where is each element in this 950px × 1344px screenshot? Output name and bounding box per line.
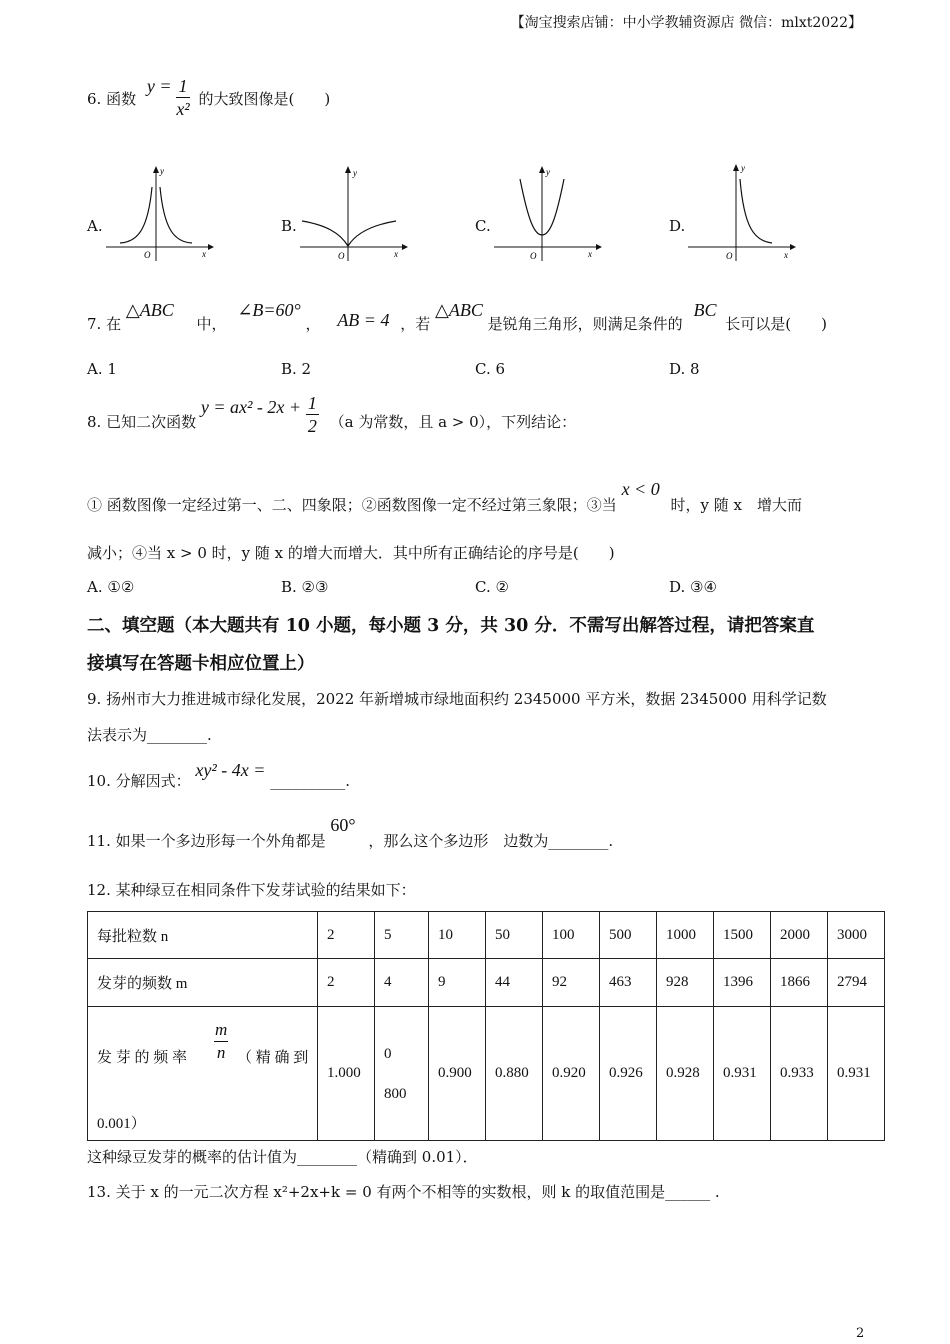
table-cell: 500: [600, 912, 657, 959]
q6-c-origin: O: [530, 251, 537, 261]
q7-t6: 长可以是( ): [725, 315, 827, 333]
row-n-label: 每批粒数 n: [88, 912, 318, 959]
table-cell: 92: [543, 959, 600, 1007]
q8-equation: y = ax² - 2x +: [200, 396, 302, 417]
table-row-frequency: [88, 1007, 885, 1141]
q8-cond-x-lt-0: x < 0: [621, 479, 660, 499]
q10-stem: [87, 760, 350, 790]
table-cell: 1396: [714, 959, 771, 1007]
q6-frac-den: x²: [176, 99, 190, 119]
q9-line2: 法表示为________.: [87, 726, 212, 744]
q10-blank: __________.: [270, 772, 350, 790]
q8-option-b: B. ②③: [281, 578, 329, 596]
table-cell: 3000: [828, 912, 885, 959]
table-cell: 1866: [771, 959, 828, 1007]
q7-stem: [87, 300, 827, 334]
q6-graph-a: [104, 163, 216, 263]
q6-fraction: [176, 75, 189, 120]
q6-graph-c: [492, 163, 604, 263]
q11-stem: [87, 815, 614, 850]
page-header: 【淘宝搜索店铺：中小学教辅资源店 微信：mlxt2022】: [510, 15, 862, 31]
q7-option-d: D. 8: [669, 360, 700, 378]
row-frequency-label-b: （ 精 确 到: [237, 1049, 309, 1066]
q7-option-b: B. 2: [281, 360, 312, 378]
table-row-m: [88, 959, 885, 1007]
q6-b-axis-y: y: [353, 168, 357, 178]
split-b: 800: [384, 1085, 407, 1102]
q8-post: （a 为常数，且 a > 0），下列结论：: [329, 412, 577, 431]
row-frequency-fraction: [213, 1019, 229, 1064]
table-cell: 928: [657, 959, 714, 1007]
table-cell: 1000: [657, 912, 714, 959]
q8-frac-num: 1: [307, 393, 317, 413]
q8-line2b: 时，y 随 x 增大而: [670, 496, 802, 514]
table-cell: 0.900: [429, 1007, 486, 1141]
table-cell: 463: [600, 959, 657, 1007]
table-cell: 2: [318, 912, 375, 959]
q12-intro: 12. 某种绿豆在相同条件下发芽试验的结果如下：: [87, 881, 416, 899]
table-cell-split: [375, 1007, 429, 1141]
q7-ab: AB = 4: [337, 310, 390, 330]
q7-triangle-2: △ABC: [435, 300, 483, 320]
frac-n: n: [216, 1042, 226, 1062]
q6-d-axis-y: y: [741, 163, 745, 173]
q11-pre: 11. 如果一个多边形每一个外角都是: [87, 832, 326, 850]
table-row-n: [88, 912, 885, 959]
table-cell: 44: [486, 959, 543, 1007]
q6-a-axis-y: y: [160, 166, 164, 176]
table-cell: 0.926: [600, 1007, 657, 1141]
q6-c-axis-y: y: [546, 167, 550, 177]
table-cell: 2794: [828, 959, 885, 1007]
q6-option-c-label: C.: [475, 217, 491, 235]
table-cell: 10: [429, 912, 486, 959]
q8-option-c: C. ②: [475, 578, 509, 596]
q7-bc: BC: [693, 300, 717, 320]
q12-table: [87, 911, 885, 1141]
table-cell: 0.931: [828, 1007, 885, 1141]
q6-option-b-label: B.: [281, 217, 297, 235]
frac-m: m: [215, 1019, 228, 1039]
table-cell: 100: [543, 912, 600, 959]
row-m-label: 发芽的频数 m: [88, 959, 318, 1007]
page-number: 2: [856, 1326, 865, 1341]
q6-a-axis-x: x: [202, 249, 206, 259]
q6-graph-b: [298, 163, 410, 263]
q6-pre: 函数: [106, 89, 137, 108]
row-frequency-label-a: 发 芽 的 频 率: [97, 1049, 188, 1066]
q6-graph-d: [686, 161, 798, 263]
table-cell: 0.880: [486, 1007, 543, 1141]
q12-after: 这种绿豆发芽的概率的估计值为________（精确到 0.01）．: [87, 1148, 478, 1166]
q11-post: ，那么这个多边形 边数为________.: [368, 832, 614, 850]
table-cell: 0.920: [543, 1007, 600, 1141]
row-frequency-label: [88, 1007, 318, 1141]
q8-option-d: D. ③④: [669, 578, 717, 596]
q6-d-axis-x: x: [784, 250, 788, 260]
q6-b-origin: O: [338, 251, 345, 261]
table-cell: 0.931: [714, 1007, 771, 1141]
section2-heading-line1: 二、填空题（本大题共有 10 小题，每小题 3 分，共 30 分．不需写出解答过程，请把答案直: [87, 616, 815, 636]
q7-option-a: A. 1: [87, 360, 117, 378]
q7-number: 7.: [87, 315, 102, 333]
q6-d-origin: O: [726, 251, 733, 261]
q7-triangle-1: △ABC: [125, 300, 174, 320]
q11-angle: 60°: [330, 815, 356, 835]
row-frequency-label-c: 0.001）: [97, 1115, 146, 1132]
q6-stem: [87, 75, 331, 141]
q6-post: 的大致图像是( ): [198, 89, 331, 108]
table-cell: 4: [375, 959, 429, 1007]
table-cell: 2000: [771, 912, 828, 959]
q9-line1: 9. 扬州市大力推进城市绿化发展，2022 年新增城市绿地面积约 2345000 平方米，数据 2345000 用科学记数: [87, 690, 827, 708]
q6-option-a-label: A.: [87, 217, 103, 235]
q10-expression: xy² - 4x =: [195, 760, 266, 780]
table-cell: 2: [318, 959, 375, 1007]
q7-t5: 是锐角三角形，则满足条件的: [487, 315, 683, 333]
q7-angle-b: ∠B=60°: [237, 300, 301, 320]
table-cell: 9: [429, 959, 486, 1007]
q7-option-c: C. 6: [475, 360, 506, 378]
q8-conclusions-line1: [87, 479, 802, 514]
q7-t1: 在: [106, 315, 122, 333]
q13-stem: 13. 关于 x 的一元二次方程 x²+2x+k = 0 有两个不相等的实数根，则 k 的取值范围是______ .: [87, 1183, 720, 1201]
table-cell: 0.933: [771, 1007, 828, 1141]
q6-number: 6.: [87, 89, 102, 108]
q8-frac-den: 2: [307, 416, 317, 436]
q8-pre: 已知二次函数: [106, 412, 197, 431]
q6-option-d-label: D.: [669, 217, 686, 235]
table-cell: 1500: [714, 912, 771, 959]
table-cell: 0.928: [657, 1007, 714, 1141]
section2-heading-line2: 接填写在答题卡相应位置上）: [87, 654, 315, 674]
q6-b-axis-x: x: [394, 249, 398, 259]
split-a: 0: [384, 1045, 392, 1062]
q8-option-a: A. ①②: [87, 578, 135, 596]
q6-c-axis-x: x: [588, 249, 592, 259]
q10-pre: 10. 分解因式：: [87, 772, 191, 790]
table-cell: 5: [375, 912, 429, 959]
table-cell: 50: [486, 912, 543, 959]
q7-t3: ，: [305, 315, 321, 333]
q8-number: 8.: [87, 412, 102, 431]
q6-a-origin: O: [144, 250, 151, 260]
q8-conclusions-line2: 减小；④当 x > 0 时，y 随 x 的增大而增大．其中所有正确结论的序号是( ): [87, 544, 615, 562]
q6-eq-lhs: y =: [146, 75, 172, 96]
q8-fraction: [306, 392, 319, 437]
q7-t2: 中，: [196, 315, 227, 333]
q8-stem: [87, 392, 576, 437]
q7-t4: ，若: [400, 315, 431, 333]
q8-line2a: ① 函数图像一定经过第一、二、四象限；②函数图像一定不经过第三象限；③当: [87, 496, 617, 514]
q6-frac-num: 1: [176, 75, 189, 98]
table-cell: 1.000: [318, 1007, 375, 1141]
